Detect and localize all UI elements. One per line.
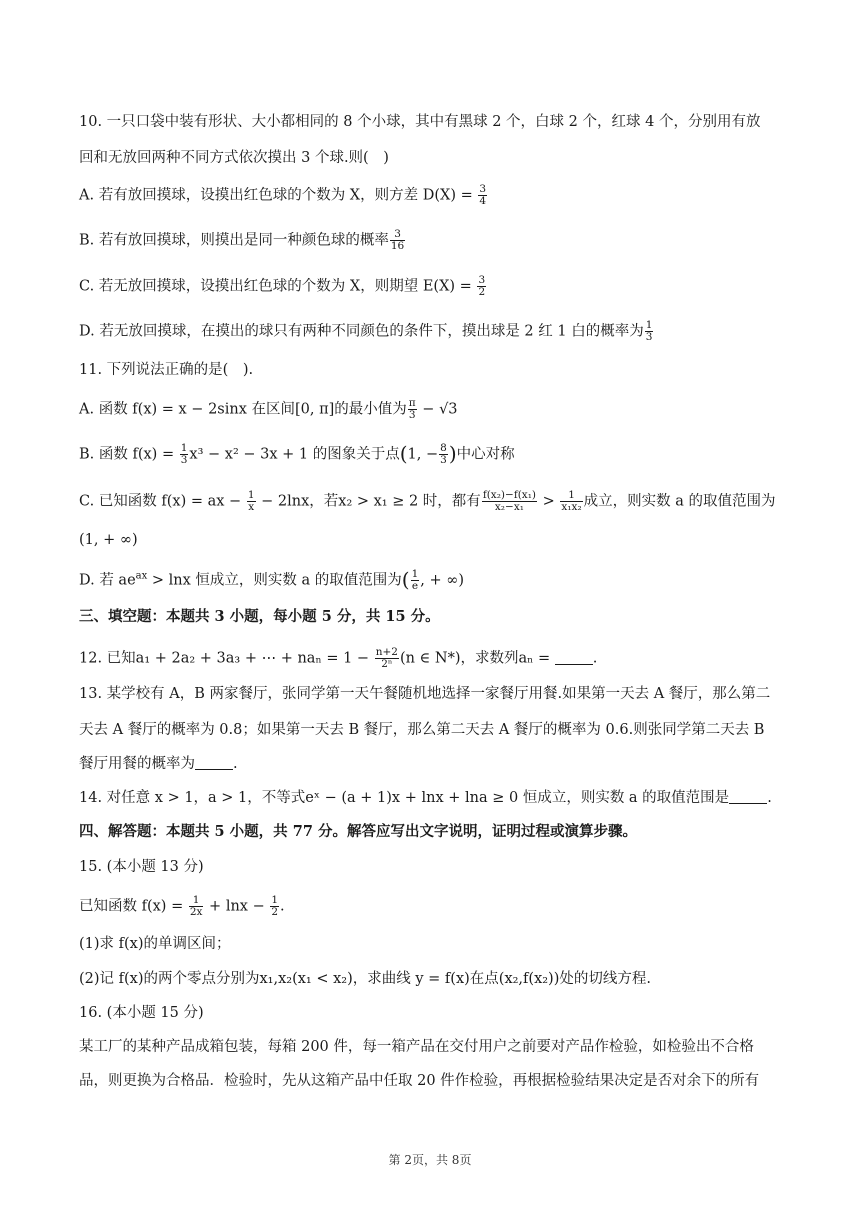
fraction [477,275,486,298]
q16-header: 16. (本小题 15 分) [79,1005,204,1021]
q12-text-1: 12. 已知a₁ + 2a₂ + 3a₃ + ⋯ + naₙ = 1 − [79,650,374,667]
section-4-heading: 四、解答题：本题共 5 小题，共 77 分。解答应写出文字说明，证明过程或演算步骤。 [79,823,637,840]
q15-given-text-3: . [280,898,285,915]
answer-blank [555,650,593,665]
q11-option-c-text-2: − 2lnx，若x₂ > x₁ ≥ 2 时，都有 [256,493,481,510]
close-paren: ) [448,441,457,466]
fraction [189,895,204,918]
open-paren: ( [399,441,408,466]
numerator: 1 [247,489,255,501]
q12 [79,647,790,670]
section-3-heading: 三、填空题：本题共 3 小题，每小题 5 分，共 15 分。 [79,608,440,625]
q15-header: 15. (本小题 13 分) [79,859,204,875]
numerator: n+2 [375,646,398,658]
numerator: f(x₂)−f(x₁) [482,489,537,501]
denominator: x [248,501,255,513]
denominator: 4 [479,195,487,207]
q10-option-a [79,184,790,207]
point-x: 1, − [407,446,439,463]
q11-option-d-close: , + ∞) [420,572,464,589]
q14-tail: . [767,790,772,806]
q11-option-b-text: B. 函数 f(x) = [79,446,179,463]
q10-option-d [79,320,790,343]
q11-option-b-tail: 中心对称 [456,446,515,463]
fraction [180,443,189,466]
numerator: 1 [180,442,188,454]
q12-tail: . [592,650,598,667]
fraction [375,647,399,670]
q11-option-d [79,569,790,592]
fraction [411,569,420,592]
numerator: π [408,397,416,409]
q15-part1: (1)求 f(x)的单调区间； [79,936,231,952]
fraction [390,229,405,252]
fraction [560,490,582,513]
numerator: 1 [271,894,279,906]
fraction [270,895,279,918]
q14-text: 14. 对任意 x > 1，a > 1，不等式eˣ − (a + 1)x + lnx + lna ≥ 0 恒成立，则实数 a 的取值范围是 [79,790,730,806]
q10-option-c-text: C. 若无放回摸球，设摸出红色球的个数为 X，则期望 E(X) = [79,278,477,295]
denominator: 2 [478,286,486,298]
q13-line3-text: 餐厅用餐的概率为 [79,756,195,772]
q16-line1: 某工厂的某种产品成箱包装，每箱 200 件，每一箱产品在交付用户之前要对产品作检验，如检验出不合格 [79,1039,754,1055]
exponent: ax [135,570,148,582]
fraction [247,490,256,513]
numerator: 3 [479,183,487,195]
numerator: 1 [560,490,582,502]
answer-blank [729,789,767,804]
q15-part2: (2)记 f(x)的两个零点分别为x₁,x₂(x₁ < x₂)，求曲线 y = f(x)在点(x₂,f(x₂))处的切线方程. [79,971,651,987]
q14 [79,788,790,808]
q11-option-c-text-1: C. 已知函数 f(x) = ax − [79,493,246,510]
q12-text-2: (n ∈ N*)，求数列aₙ = [399,650,555,667]
q11-option-a-text: A. 函数 f(x) = x − 2sinx 在区间[0, π]的最小值为 [79,401,407,418]
q11-option-a-tail: − √3 [417,401,458,418]
numerator: 1 [645,319,653,331]
q11-option-b [79,443,790,466]
q10-stem-line2: 回和无放回两种不同方式依次摸出 3 个球.则( ) [79,150,389,166]
q10-option-d-text: D. 若无放回摸球，在摸出的球只有两种不同颜色的条件下，摸出球是 2 红 1 白的概率为 [79,323,644,340]
q11-option-d-text: D. 若 ae [79,572,136,589]
denominator: 3 [408,409,416,421]
fraction [482,490,537,513]
q11-stem: 11. 下列说法正确的是( ). [79,362,254,378]
q11-option-c [79,490,790,513]
q11-option-b-text-2: x³ − x² − 3x + 1 的图象关于点 [189,446,400,463]
open-paren: ( [401,567,410,592]
numerator: 1 [189,895,204,907]
q10-option-b [79,229,790,252]
numerator: 1 [411,568,419,580]
denominator: 2ⁿ [381,658,393,670]
q16-line2: 品，则更换为合格品．检验时，先从这箱产品中任取 20 件作检验，再根据检验结果决定是否对余下的所有 [79,1073,760,1089]
q15-given [79,895,790,918]
q10-option-a-text: A. 若有放回摸球，设摸出红色球的个数为 X，则方差 D(X) = [79,187,478,204]
denominator: 3 [180,454,188,466]
q13-line3 [79,754,790,774]
q13-line1: 13. 某学校有 A，B 两家餐厅，张同学第一天午餐随机地选择一家餐厅用餐.如果第一天去 A 餐厅，那么第二 [79,686,771,702]
fraction [408,398,417,421]
denominator: 2x [189,906,203,918]
fraction [478,184,487,207]
page-footer: 第 2页，共 8页 [388,1153,472,1167]
q11-option-c-text-3: > [538,493,560,510]
denominator: 3 [645,331,653,343]
q10-stem-line1: 10. 一只口袋中装有形状、大小都相同的 8 个小球，其中有黑球 2 个，白球 2 个，红球 4 个，分别用有放 [79,114,761,130]
denominator: 16 [390,240,405,252]
q11-option-a [79,398,790,421]
q11-option-c-line2: (1, + ∞) [79,532,138,548]
q10-option-b-text: B. 若有放回摸球，则摸出是同一种颜色球的概率 [79,232,389,249]
denominator: 3 [440,454,447,466]
numerator: 3 [478,274,486,286]
numerator: 8 [440,442,447,454]
denominator: 2 [271,906,279,918]
denominator: e [411,580,419,592]
fraction [645,320,654,343]
q11-option-c-text-4: 成立，则实数 a 的取值范围为 [583,493,776,510]
fraction [439,443,448,466]
denominator: x₁x₂ [561,501,582,513]
q15-given-text-1: 已知函数 f(x) = [79,898,188,915]
q11-option-d-text-2: > lnx 恒成立，则实数 a 的取值范围为 [147,572,402,589]
answer-blank [195,755,233,770]
denominator: x₂−x₁ [494,501,524,513]
q13-line2: 天去 A 餐厅的概率为 0.8；如果第一天去 B 餐厅，那么第二天去 A 餐厅的概率为 0.6.则张同学第二天去 B [79,722,765,738]
q10-option-c [79,275,790,298]
q13-tail: . [233,756,238,772]
q15-given-text-2: + lnx − [204,898,270,915]
numerator: 3 [390,229,405,241]
